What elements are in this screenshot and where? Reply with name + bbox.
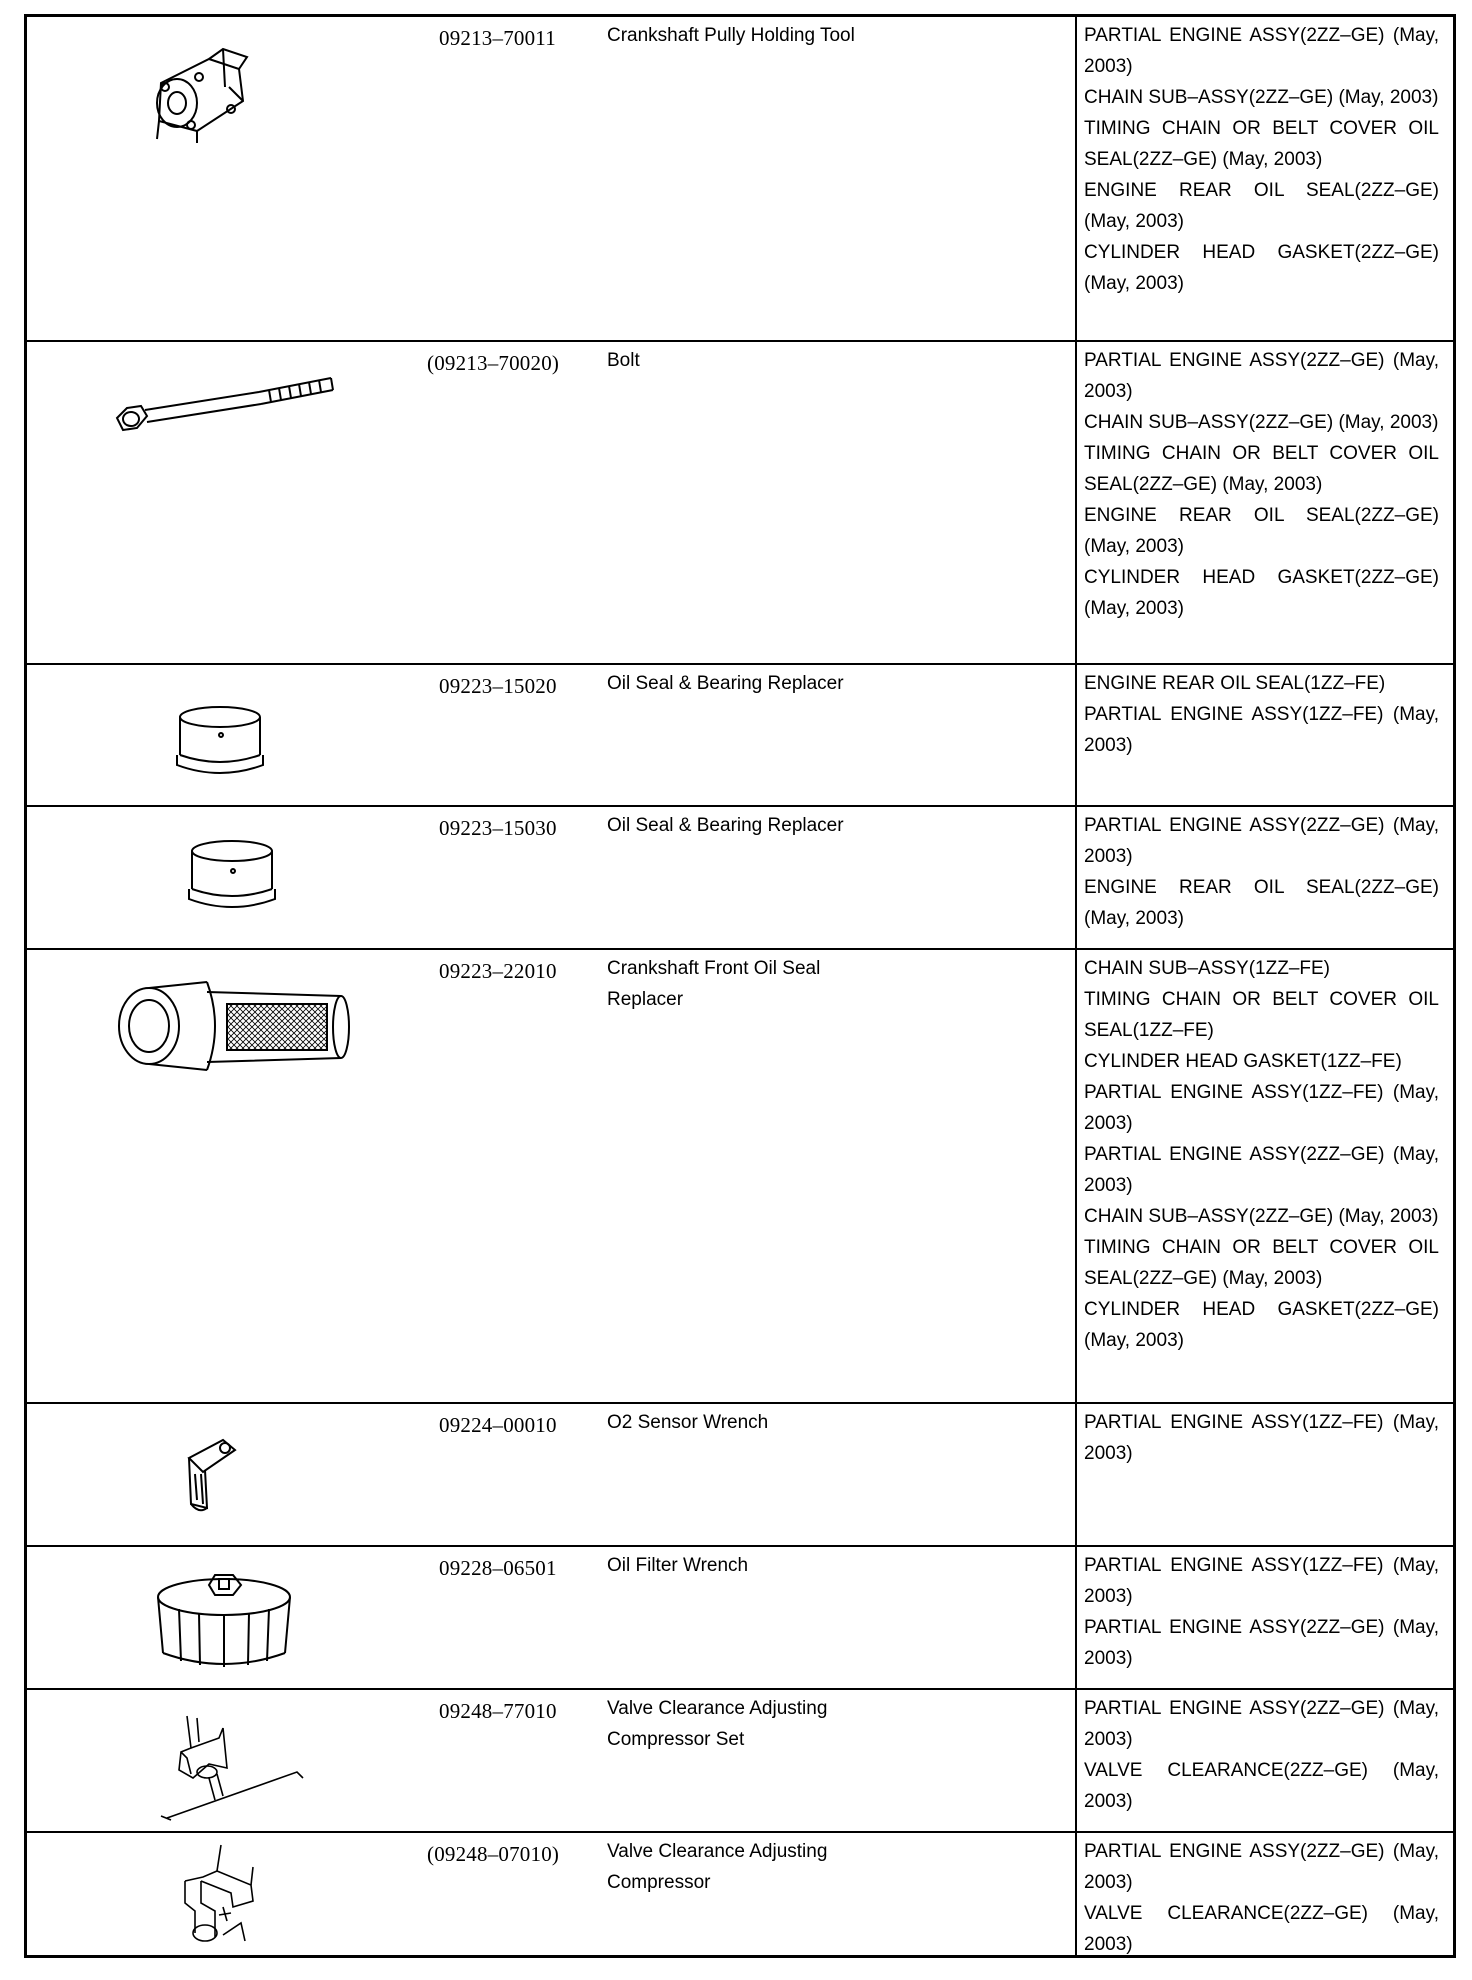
table-row	[27, 1688, 1453, 1833]
used-in-item: CHAIN SUB–ASSY(2ZZ–GE) (May, 2003)	[1084, 87, 1439, 108]
part-number: 09248–77010	[439, 1699, 557, 1723]
tool-name: Crankshaft Front Oil Seal Replacer	[607, 958, 821, 1010]
tool-name: Oil Filter Wrench	[607, 1555, 749, 1576]
tool-name: Valve Clearance Adjusting Compressor Set	[607, 1698, 828, 1750]
table-row	[27, 340, 1453, 665]
used-in-item: PARTIAL ENGINE ASSY(2ZZ–GE) (May, 2003)	[1084, 1698, 1439, 1750]
used-in-list	[1084, 668, 1439, 761]
part-number: 09223–15030	[439, 816, 557, 840]
crankshaft-pulley-holding-tool-illustration	[139, 39, 259, 149]
used-in-list	[1084, 1550, 1439, 1674]
used-in-item: PARTIAL ENGINE ASSY(1ZZ–FE) (May, 2003)	[1084, 1412, 1439, 1464]
o2-sensor-wrench-illustration	[177, 1434, 257, 1524]
table-row	[27, 805, 1453, 950]
part-number: 09223–22010	[439, 959, 557, 983]
used-in-item: ENGINE REAR OIL SEAL(2ZZ–GE) (May, 2003)	[1084, 505, 1439, 557]
part-number: 09223–15020	[439, 674, 557, 698]
used-in-item: CHAIN SUB–ASSY(2ZZ–GE) (May, 2003)	[1084, 1206, 1439, 1227]
used-in-item: CYLINDER HEAD GASKET(2ZZ–GE) (May, 2003)	[1084, 242, 1439, 294]
table-row	[27, 1402, 1453, 1547]
used-in-item: VALVE CLEARANCE(2ZZ–GE) (May, 2003)	[1084, 1903, 1439, 1955]
part-number: 09213–70011	[439, 26, 556, 50]
tool-name: Crankshaft Pully Holding Tool	[607, 25, 855, 46]
crankshaft-front-oil-seal-replacer-illustration	[111, 970, 351, 1080]
tool-name: Valve Clearance Adjusting Compressor	[607, 1841, 828, 1893]
part-number: 09224–00010	[439, 1413, 557, 1437]
used-in-item: PARTIAL ENGINE ASSY(2ZZ–GE) (May, 2003)	[1084, 350, 1439, 402]
used-in-list	[1084, 1836, 1439, 1960]
used-in-list	[1084, 953, 1439, 1356]
used-in-item: TIMING CHAIN OR BELT COVER OIL SEAL(2ZZ–GE) (May, 2003)	[1084, 118, 1439, 170]
used-in-list	[1084, 1693, 1439, 1817]
used-in-item: TIMING CHAIN OR BELT COVER OIL SEAL(1ZZ–FE)	[1084, 989, 1439, 1041]
valve-clearance-compressor-set-illustration	[157, 1708, 307, 1823]
bolt-illustration	[109, 370, 349, 450]
used-in-item: PARTIAL ENGINE ASSY(2ZZ–GE) (May, 2003)	[1084, 25, 1439, 77]
used-in-item: PARTIAL ENGINE ASSY(1ZZ–FE) (May, 2003)	[1084, 1082, 1439, 1134]
part-number: (09213–70020)	[427, 351, 560, 375]
tool-name: Oil Seal & Bearing Replacer	[607, 815, 844, 836]
used-in-item: PARTIAL ENGINE ASSY(2ZZ–GE) (May, 2003)	[1084, 1144, 1439, 1196]
part-number: 09228–06501	[439, 1556, 557, 1580]
used-in-item: PARTIAL ENGINE ASSY(1ZZ–FE) (May, 2003)	[1084, 704, 1439, 756]
oil-filter-wrench-illustration	[149, 1565, 299, 1675]
used-in-item: PARTIAL ENGINE ASSY(2ZZ–GE) (May, 2003)	[1084, 815, 1439, 867]
used-in-item: VALVE CLEARANCE(2ZZ–GE) (May, 2003)	[1084, 1760, 1439, 1812]
table-row	[27, 663, 1453, 807]
used-in-item: ENGINE REAR OIL SEAL(1ZZ–FE)	[1084, 673, 1386, 694]
table-row	[27, 17, 1453, 340]
used-in-item: CYLINDER HEAD GASKET(1ZZ–FE)	[1084, 1051, 1402, 1072]
used-in-list	[1084, 810, 1439, 934]
table-row	[27, 948, 1453, 1404]
tool-name: Oil Seal & Bearing Replacer	[607, 673, 844, 694]
part-number: (09248–07010)	[427, 1842, 560, 1866]
table-row	[27, 1831, 1453, 1957]
oil-seal-replacer-illustration	[165, 703, 275, 783]
used-in-item: CHAIN SUB–ASSY(2ZZ–GE) (May, 2003)	[1084, 412, 1439, 433]
used-in-list	[1084, 345, 1439, 624]
table-row	[27, 1545, 1453, 1690]
tool-name: Bolt	[607, 350, 640, 371]
used-in-item: ENGINE REAR OIL SEAL(2ZZ–GE) (May, 2003)	[1084, 180, 1439, 232]
used-in-item: PARTIAL ENGINE ASSY(1ZZ–FE) (May, 2003)	[1084, 1555, 1439, 1607]
used-in-list	[1084, 20, 1439, 299]
used-in-item: PARTIAL ENGINE ASSY(2ZZ–GE) (May, 2003)	[1084, 1841, 1439, 1893]
used-in-item: PARTIAL ENGINE ASSY(2ZZ–GE) (May, 2003)	[1084, 1617, 1439, 1669]
used-in-item: TIMING CHAIN OR BELT COVER OIL SEAL(2ZZ–GE) (May, 2003)	[1084, 443, 1439, 495]
valve-clearance-compressor-illustration	[161, 1841, 301, 1953]
used-in-list	[1084, 1407, 1439, 1469]
oil-seal-replacer-illustration	[177, 837, 287, 917]
used-in-item: ENGINE REAR OIL SEAL(2ZZ–GE) (May, 2003)	[1084, 877, 1439, 929]
used-in-item: CYLINDER HEAD GASKET(2ZZ–GE) (May, 2003)	[1084, 1299, 1439, 1351]
used-in-item: TIMING CHAIN OR BELT COVER OIL SEAL(2ZZ–GE) (May, 2003)	[1084, 1237, 1439, 1289]
used-in-item: CHAIN SUB–ASSY(1ZZ–FE)	[1084, 958, 1330, 979]
special-service-tools-table	[24, 14, 1456, 1958]
used-in-item: CYLINDER HEAD GASKET(2ZZ–GE) (May, 2003)	[1084, 567, 1439, 619]
tool-name: O2 Sensor Wrench	[607, 1412, 769, 1433]
